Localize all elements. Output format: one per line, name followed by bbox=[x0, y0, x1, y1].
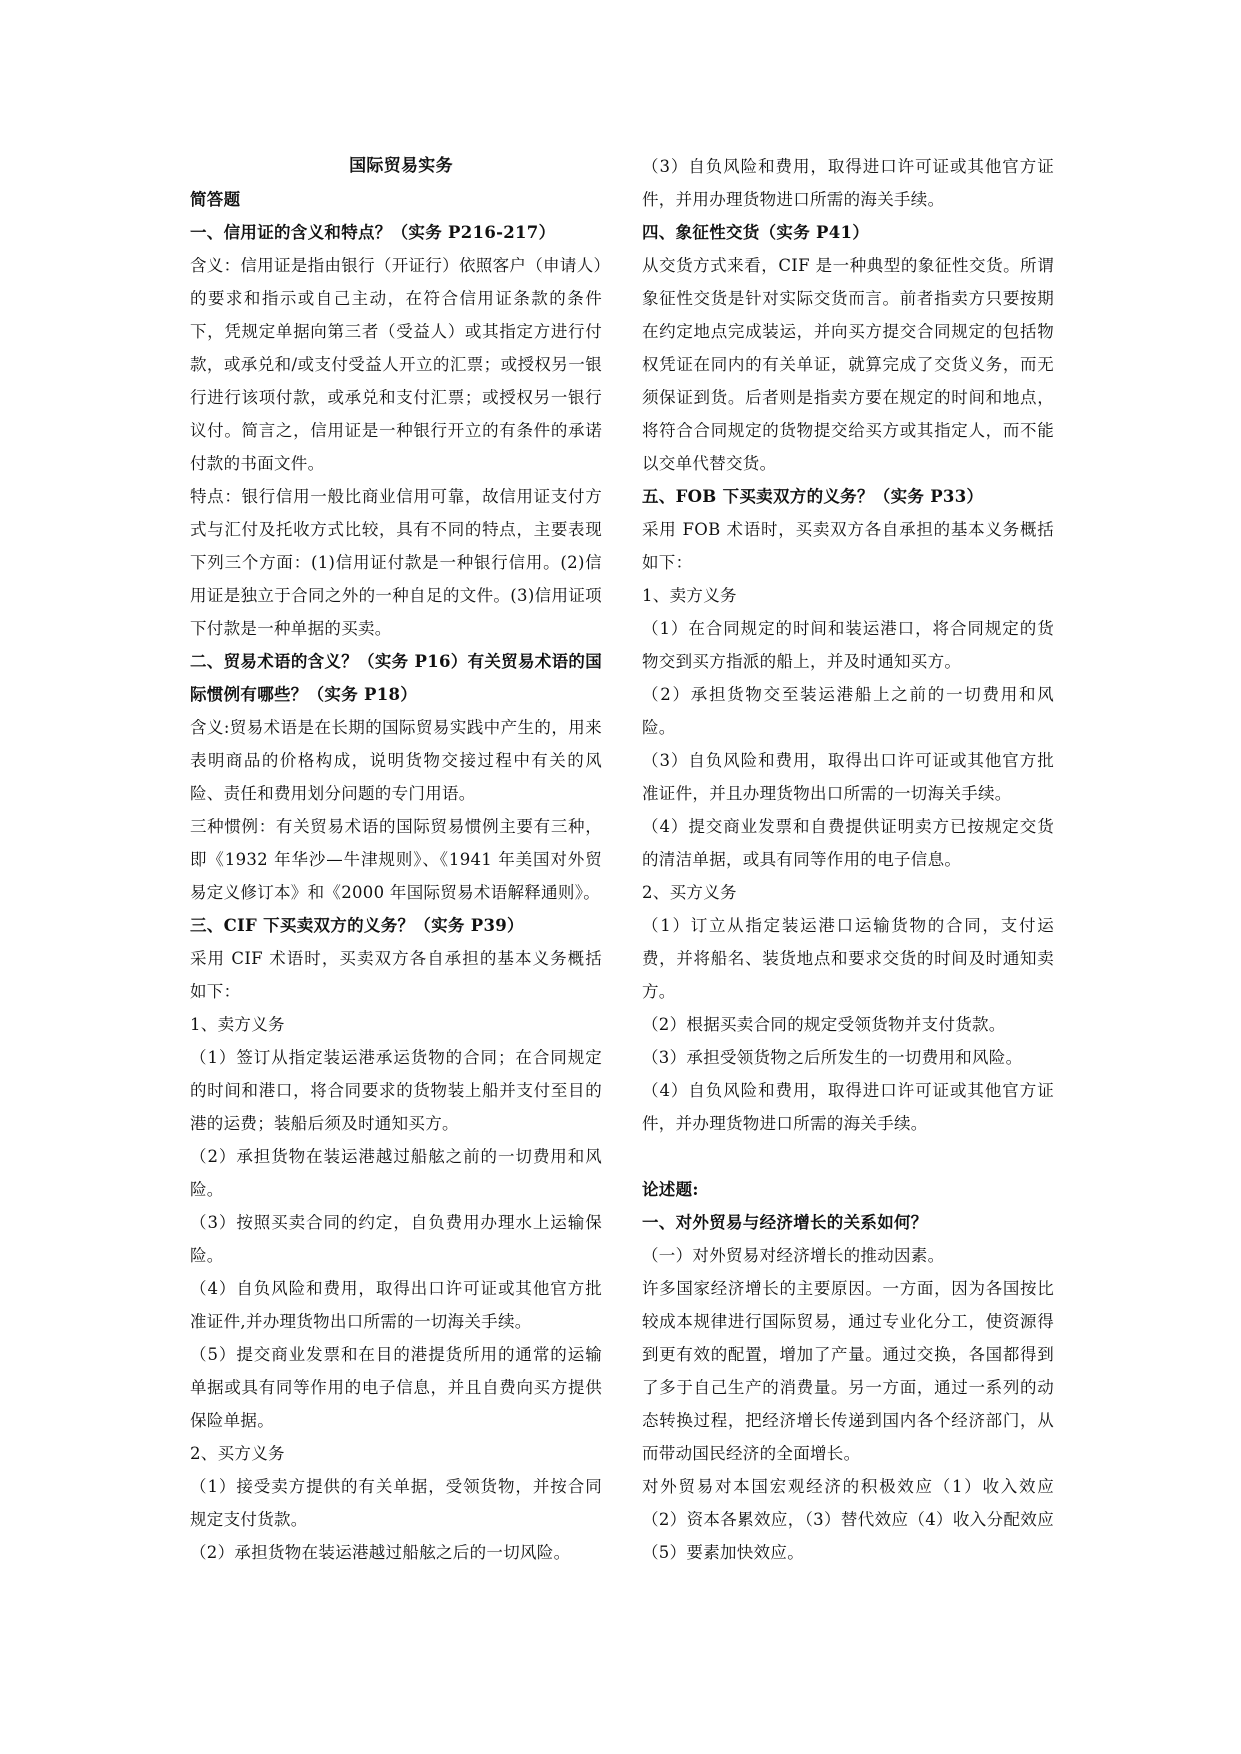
paragraph: 含义:贸易术语是在长期的国际贸易实践中产生的，用来表明商品的价格构成，说明货物交接过程中有关的风险、责任和费用划分问题的专门用语。 bbox=[190, 718, 602, 803]
paragraph: （2）承担货物交至装运港船上之前的一切费用和风险。 bbox=[642, 685, 1054, 737]
section-heading: 五、FOB 下买卖双方的义务？（实务 P33） bbox=[642, 487, 984, 506]
paragraph: （1）在合同规定的时间和装运港口，将合同规定的货物交到买方指派的船上，并及时通知买方。 bbox=[642, 619, 1054, 671]
paragraph: 特点：银行信用一般比商业信用可靠，故信用证支付方式与汇付及托收方式比较，具有不同的特点，主要表现下列三个方面：(1)信用证付款是一种银行信用。(2)信用证是独立于合同之外的一种自足的文件。(3)信用证项下付款是一种单据的买卖。 bbox=[190, 487, 602, 638]
paragraph: （2）承担货物在装运港越过船舷之前的一切费用和风险。 bbox=[190, 1147, 602, 1199]
paragraph: 从交货方式来看，CIF 是一种典型的象征性交货。所谓象征性交货是针对实际交货而言。前者指卖方只要按期在约定地点完成装运，并向买方提交合同规定的包括物权凭证在同内的有关单证，就算完成了交货义务，而无须保证到货。后者则是指卖方要在规定的时间和地点，将符合合同规定的货物提交给买方或其指定人，而不能以交单代替交货。 bbox=[642, 256, 1054, 473]
right-column-content bbox=[642, 150, 1054, 1569]
left-column-content bbox=[190, 183, 602, 1569]
paragraph: 含义：信用证是指由银行（开证行）依照客户（申请人）的要求和指示或自己主动，在符合信用证条款的条件下，凭规定单据向第三者（受益人）或其指定方进行付款，或承兑和/或支付受益人开立的汇票；或授权另一银行进行该项付款，或承兑和支付汇票；或授权另一银行议付。简言之，信用证是一种银行开立的有条件的承诺付款的书面文件。 bbox=[190, 256, 602, 473]
section-heading: 三、CIF 下买卖双方的义务？（实务 P39） bbox=[190, 916, 524, 935]
paragraph: （3）承担受领货物之后所发生的一切费用和风险。 bbox=[642, 1048, 1023, 1067]
section-heading: 二、贸易术语的含义？（实务 P16）有关贸易术语的国际惯例有哪些？（实务 P18） bbox=[190, 652, 602, 704]
paragraph: 许多国家经济增长的主要原因。一方面，因为各国按比较成本规律进行国际贸易，通过专业化分工，使资源得到更有效的配置，增加了产量。通过交换，各国都得到了多于自己生产的消费量。另一方面，通过一系列的动态转换过程，把经济增长传递到国内各个经济部门，从而带动国民经济的全面增长。 bbox=[642, 1279, 1054, 1463]
paragraph: （3）自负风险和费用，取得出口许可证或其他官方批准证件，并且办理货物出口所需的一切海关手续。 bbox=[642, 751, 1054, 803]
paragraph: （5）提交商业发票和在目的港提货所用的通常的运输单据或具有同等作用的电子信息，并且自费向买方提供保险单据。 bbox=[190, 1345, 602, 1430]
paragraph: （1）接受卖方提供的有关单据，受领货物，并按合同规定支付货款。 bbox=[190, 1477, 602, 1529]
left-column bbox=[190, 150, 602, 1569]
section-heading: 一、信用证的含义和特点？（实务 P216-217） bbox=[190, 223, 556, 242]
paragraph: （一）对外贸易对经济增长的推动因素。 bbox=[642, 1246, 945, 1265]
paragraph: 对外贸易对本国宏观经济的积极效应（1）收入效应（2）资本各累效应，（3）替代效应（4）收入分配效应（5）要素加快效应。 bbox=[642, 1477, 1054, 1562]
paragraph: （2）承担货物在装运港越过船舷之后的一切风险。 bbox=[190, 1543, 571, 1562]
section-heading: 四、象征性交货（实务 P41） bbox=[642, 223, 870, 242]
paragraph: （3）自负风险和费用，取得进口许可证或其他官方证件，并用办理货物进口所需的海关手续。 bbox=[642, 157, 1054, 209]
paragraph: 2、买方义务 bbox=[642, 883, 737, 902]
spacer bbox=[642, 1140, 1054, 1173]
paragraph: （2）根据买卖合同的规定受领货物并支付货款。 bbox=[642, 1015, 1006, 1034]
paragraph: （1）签订从指定装运港承运货物的合同；在合同规定的时间和港口，将合同要求的货物装上船并支付至目的港的运费；装船后须及时通知买方。 bbox=[190, 1048, 602, 1133]
paragraph: （3）按照买卖合同的约定，自负费用办理水上运输保险。 bbox=[190, 1213, 602, 1265]
paragraph: 采用 FOB 术语时，买卖双方各自承担的基本义务概括如下： bbox=[642, 520, 1054, 572]
paragraph: 采用 CIF 术语时，买卖双方各自承担的基本义务概括如下： bbox=[190, 949, 602, 1001]
section-heading: 简答题 bbox=[190, 190, 241, 209]
paragraph: （1）订立从指定装运港口运输货物的合同，支付运费，并将船名、装货地点和要求交货的时间及时通知卖方。 bbox=[642, 916, 1054, 1001]
paragraph: 三种惯例：有关贸易术语的国际贸易惯例主要有三种，即《1932 年华沙—牛津规则》、《1941 年美国对外贸易定义修订本》和《2000 年国际贸易术语解释通则》。 bbox=[190, 817, 602, 902]
section-heading: 论述题: bbox=[642, 1180, 699, 1199]
document-title: 国际贸易实务 bbox=[349, 156, 453, 176]
paragraph: 1、卖方义务 bbox=[642, 586, 737, 605]
paragraph: 2、买方义务 bbox=[190, 1444, 285, 1463]
paragraph: （4）自负风险和费用，取得出口许可证或其他官方批准证件,并办理货物出口所需的一切海关手续。 bbox=[190, 1279, 602, 1331]
section-heading: 一、对外贸易与经济增长的关系如何？ bbox=[642, 1213, 928, 1232]
paragraph: （4）自负风险和费用，取得进口许可证或其他官方证件，并办理货物进口所需的海关手续。 bbox=[642, 1081, 1054, 1133]
paragraph: 1、卖方义务 bbox=[190, 1015, 285, 1034]
right-column bbox=[642, 150, 1054, 1569]
paragraph: （4）提交商业发票和自费提供证明卖方已按规定交货的清洁单据，或具有同等作用的电子信息。 bbox=[642, 817, 1054, 869]
